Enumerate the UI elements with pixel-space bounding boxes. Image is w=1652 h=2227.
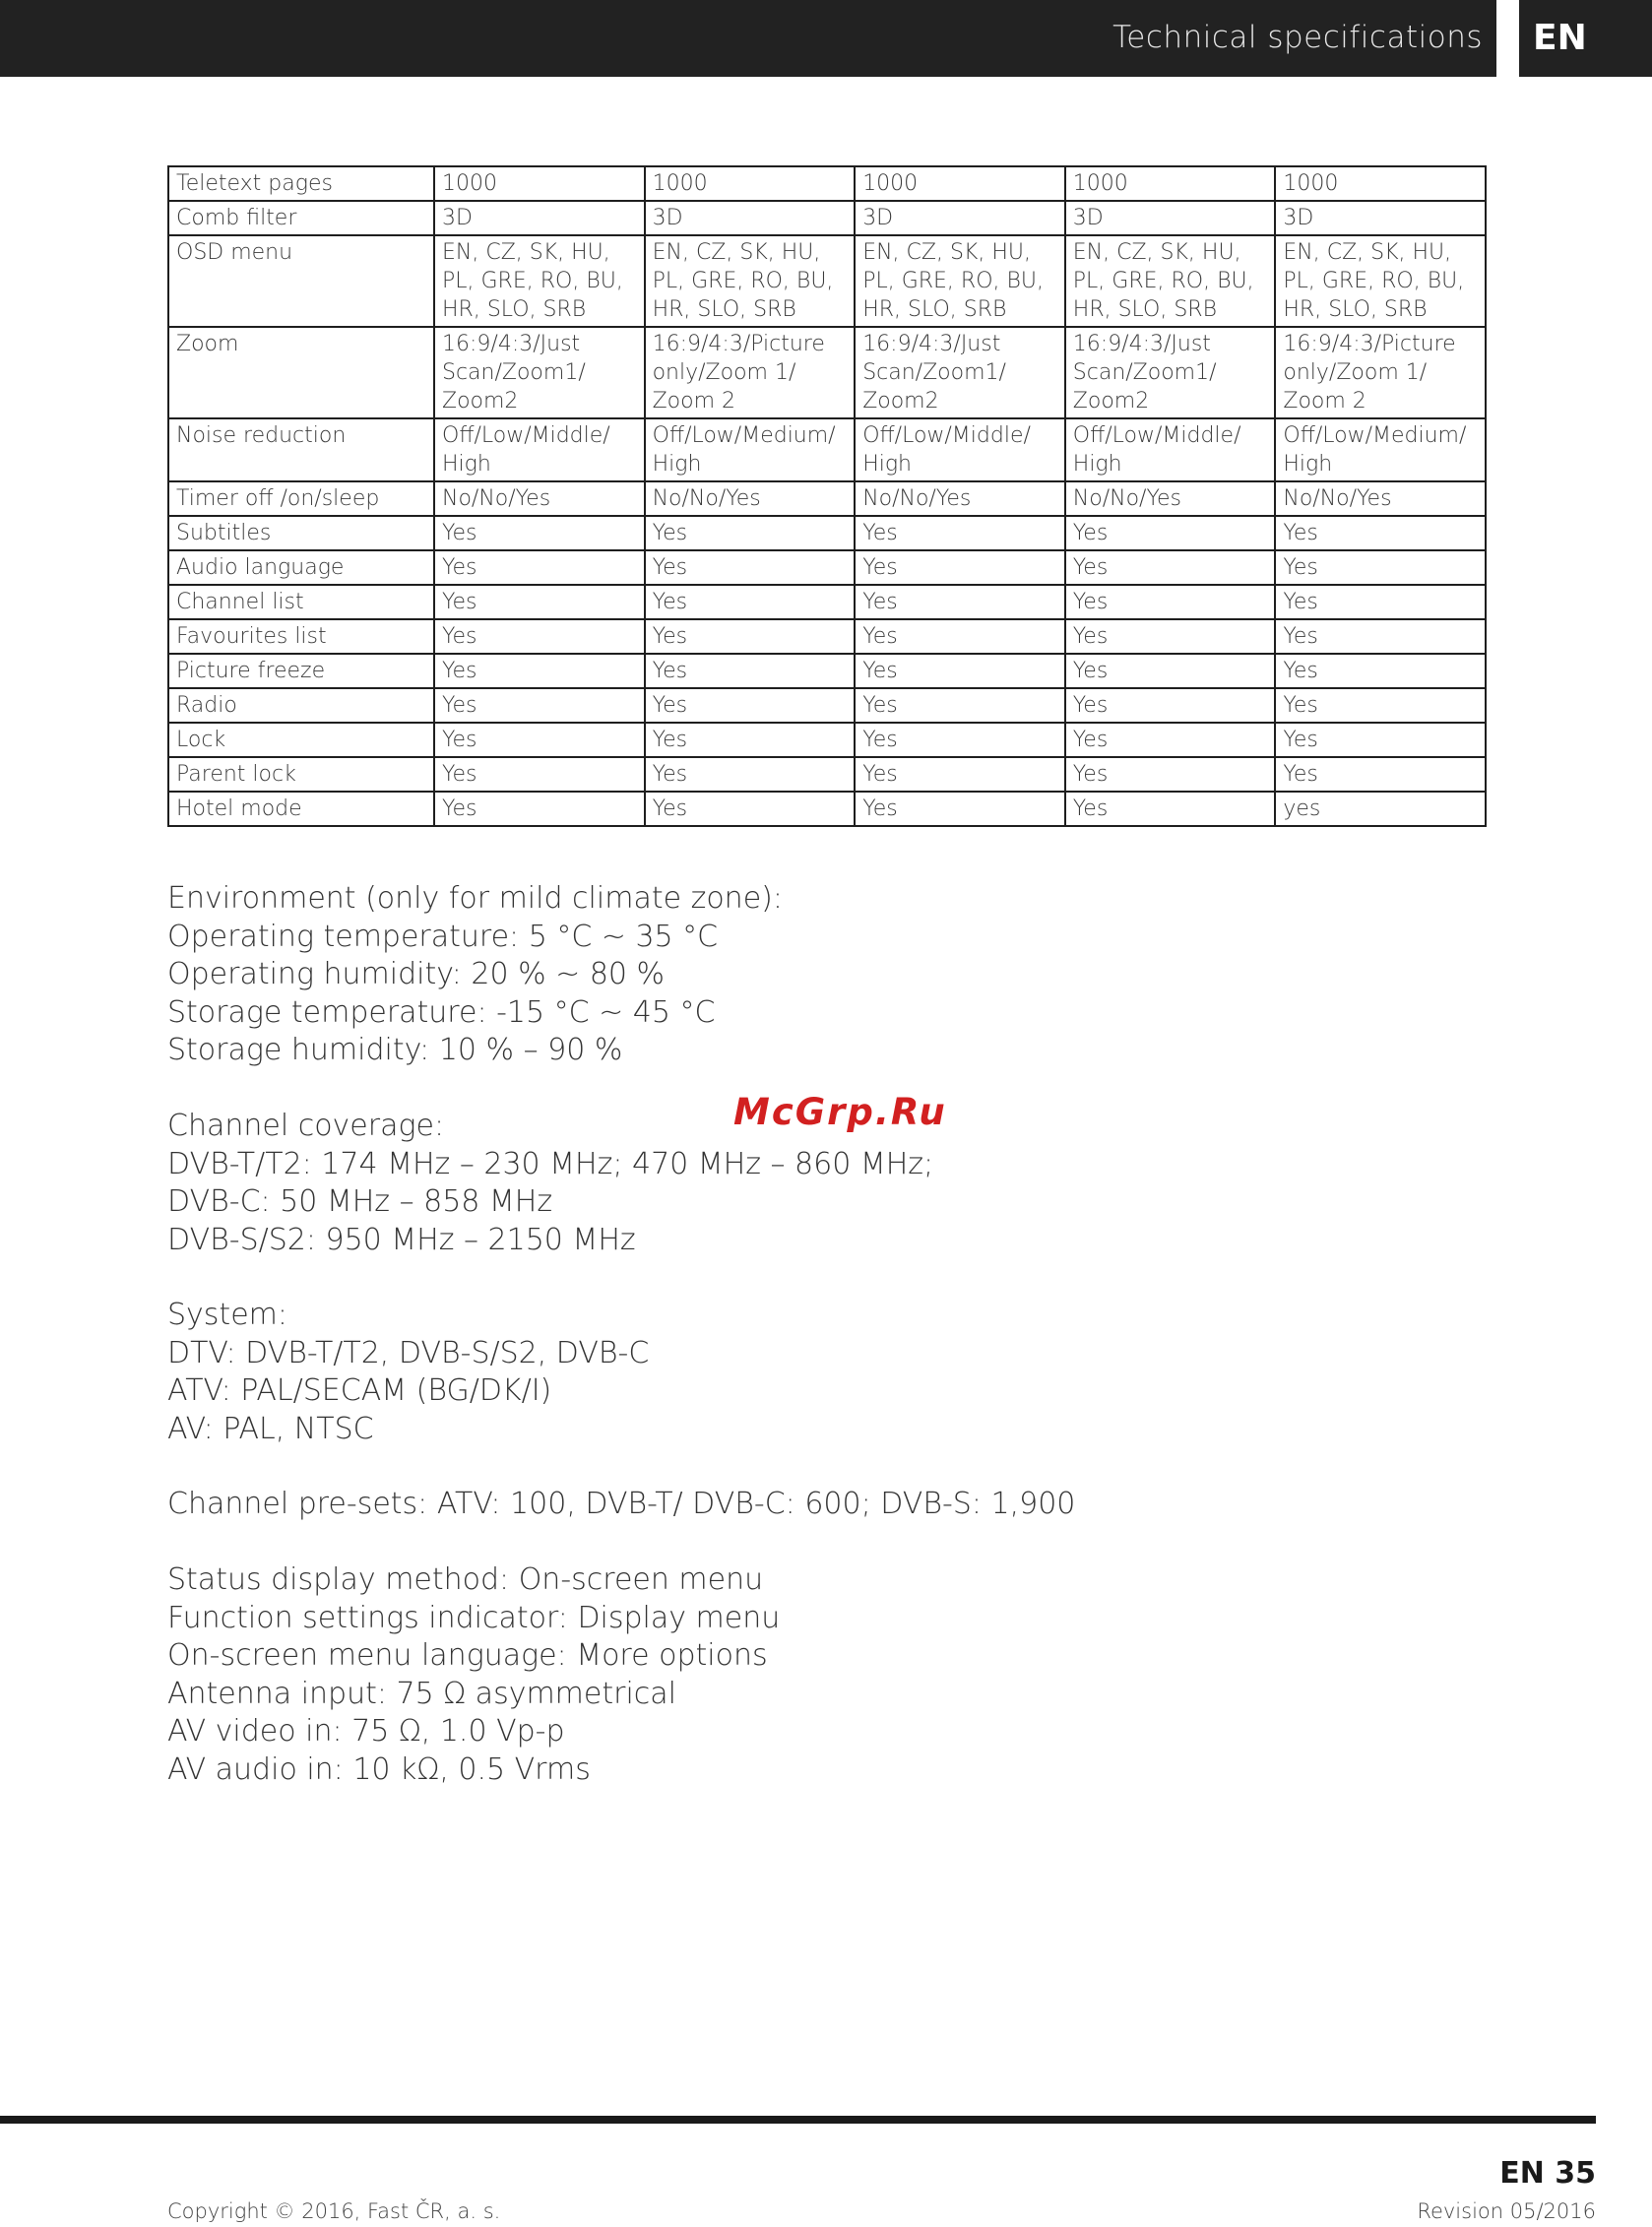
cell-line: High (652, 452, 702, 477)
table-cell (434, 723, 645, 757)
table-cell (855, 166, 1065, 201)
system-dtv: DTV: DVB-T/T2, DVB-S/S2, DVB-C (167, 1335, 650, 1370)
table-cell (645, 654, 856, 688)
cell-line: only/Zoom 1/ (652, 360, 796, 385)
table-cell (855, 550, 1065, 585)
cell-line: HR, SLO, SRB (1072, 297, 1217, 322)
cell-line: PL, GRE, RO, BU, (1072, 269, 1254, 293)
page-number: EN 35 (1499, 2156, 1596, 2191)
cell-line: 1000 (652, 171, 708, 196)
cell-line: Yes (862, 590, 898, 614)
table-cell (434, 654, 645, 688)
table-cell (645, 166, 856, 201)
misc-section (167, 1561, 780, 1789)
cell-line: 1000 (1283, 171, 1339, 196)
row-label: Hotel mode (168, 792, 434, 826)
cell-line: Yes (1072, 624, 1109, 649)
cell-line: EN, CZ, SK, HU, (1283, 240, 1452, 265)
cell-line: 1000 (1072, 171, 1128, 196)
table-row (168, 327, 1486, 418)
row-label: Subtitles (168, 516, 434, 550)
table-row (168, 723, 1486, 757)
cell-line: EN, CZ, SK, HU, (862, 240, 1031, 265)
table-cell (645, 235, 856, 327)
cell-line: 16:9/4:3/Just (1072, 332, 1211, 356)
cell-line: Yes (442, 659, 477, 683)
function-indicator: Function settings indicator: Display menu (167, 1600, 781, 1635)
table-cell (855, 585, 1065, 619)
cell-line: only/Zoom 1/ (1283, 360, 1428, 385)
cell-line: Yes (652, 624, 688, 649)
table-cell (434, 585, 645, 619)
cell-line: Yes (652, 728, 688, 752)
table-cell (855, 792, 1065, 826)
cell-line: HR, SLO, SRB (442, 297, 587, 322)
cell-line: Yes (442, 762, 477, 787)
revision: Revision 05/2016 (1417, 2199, 1596, 2223)
language-badge (1519, 0, 1652, 77)
cell-line: Yes (862, 728, 898, 752)
operating-humidity: Operating humidity: 20 % ~ 80 % (167, 957, 666, 991)
cell-line: High (1283, 452, 1333, 477)
cell-line: 1000 (862, 171, 919, 196)
row-label: Channel list (168, 585, 434, 619)
cell-line: 3D (1283, 206, 1314, 230)
table-cell (645, 418, 856, 481)
cell-line: Zoom2 (862, 389, 939, 414)
cell-line: Yes (1283, 762, 1318, 787)
cell-line: Yes (862, 659, 898, 683)
cell-line: No/No/Yes (442, 486, 551, 511)
coverage-dvb-t: DVB-T/T2: 174 MHz – 230 MHz; 470 MHz – 860 MHz; (167, 1146, 934, 1181)
table-row (168, 550, 1486, 585)
table-cell (1065, 201, 1276, 235)
table-cell (1275, 516, 1486, 550)
cell-line: Yes (652, 762, 688, 787)
cell-line: Yes (1072, 555, 1109, 580)
cell-line: Off/Low/Middle/ (442, 423, 610, 448)
cell-line: Yes (862, 796, 898, 821)
environment-section (167, 880, 783, 1070)
cell-line: 16:9/4:3/Picture (652, 332, 825, 356)
cell-line: Yes (652, 693, 688, 718)
cell-line: No/No/Yes (862, 486, 972, 511)
cell-line: EN, CZ, SK, HU, (652, 240, 821, 265)
row-label: Timer off /on/sleep (168, 481, 434, 516)
cell-line: Yes (652, 521, 688, 545)
table-cell (645, 619, 856, 654)
cell-line: Zoom2 (442, 389, 519, 414)
cell-line: yes (1283, 796, 1321, 821)
system-section (167, 1297, 649, 1448)
table-row (168, 792, 1486, 826)
cell-line: Zoom 2 (652, 389, 736, 414)
cell-line: 3D (862, 206, 894, 230)
table-cell (434, 235, 645, 327)
row-label: Comb filter (168, 201, 434, 235)
table-cell (855, 327, 1065, 418)
table-cell (434, 792, 645, 826)
cell-line: Yes (862, 521, 898, 545)
table-cell (645, 585, 856, 619)
cell-line: 16:9/4:3/Just (862, 332, 1001, 356)
antenna-input: Antenna input: 75 Ω asymmetrical (167, 1676, 677, 1711)
table-cell (1275, 550, 1486, 585)
system-av: AV: PAL, NTSC (167, 1411, 374, 1446)
coverage-dvb-c: DVB-C: 50 MHz – 858 MHz (167, 1184, 553, 1219)
cell-line: HR, SLO, SRB (862, 297, 1007, 322)
table-cell (645, 792, 856, 826)
table-cell (1275, 201, 1486, 235)
table-cell (434, 688, 645, 723)
presets-section (167, 1486, 1075, 1524)
table-cell (855, 723, 1065, 757)
row-label: Zoom (168, 327, 434, 418)
cell-line: Scan/Zoom1/ (1072, 360, 1217, 385)
table-cell (1275, 585, 1486, 619)
cell-line: Yes (1072, 728, 1109, 752)
row-label: Teletext pages (168, 166, 434, 201)
table-row (168, 418, 1486, 481)
cell-line: Yes (442, 728, 477, 752)
footer-rule (0, 2116, 1596, 2124)
table-row (168, 481, 1486, 516)
cell-line: HR, SLO, SRB (652, 297, 796, 322)
table-cell (645, 327, 856, 418)
table-cell (434, 201, 645, 235)
cell-line: Yes (1283, 624, 1318, 649)
cell-line: PL, GRE, RO, BU, (442, 269, 623, 293)
cell-line: Zoom 2 (1283, 389, 1366, 414)
cell-line: Yes (442, 796, 477, 821)
coverage-heading: Channel coverage: (167, 1109, 445, 1143)
table-cell (855, 201, 1065, 235)
cell-line: Yes (652, 796, 688, 821)
table-cell (1275, 757, 1486, 792)
cell-line: Off/Low/Middle/ (1072, 423, 1241, 448)
table-cell (1065, 550, 1276, 585)
osd-language: On-screen menu language: More options (167, 1638, 768, 1673)
page-title: Technical specifications (1112, 20, 1483, 55)
table-row (168, 201, 1486, 235)
storage-humidity: Storage humidity: 10 % – 90 % (167, 1033, 623, 1067)
av-audio-in: AV audio in: 10 kΩ, 0.5 Vrms (167, 1751, 591, 1787)
table-cell (1275, 418, 1486, 481)
table-cell (855, 235, 1065, 327)
copyright: Copyright © 2016, Fast ČR, a. s. (167, 2199, 501, 2223)
cell-line: HR, SLO, SRB (1283, 297, 1428, 322)
cell-line: Yes (1283, 590, 1318, 614)
cell-line: EN, CZ, SK, HU, (442, 240, 610, 265)
table-row (168, 585, 1486, 619)
cell-line: No/No/Yes (1283, 486, 1392, 511)
cell-line: Yes (1283, 659, 1318, 683)
cell-line: High (442, 452, 491, 477)
table-cell (1065, 327, 1276, 418)
cell-line: Yes (652, 590, 688, 614)
cell-line: High (1072, 452, 1122, 477)
table-cell (1065, 757, 1276, 792)
table-cell (1065, 166, 1276, 201)
cell-line: Yes (442, 624, 477, 649)
row-label: Favourites list (168, 619, 434, 654)
cell-line: Yes (1283, 728, 1318, 752)
cell-line: Off/Low/Middle/ (862, 423, 1031, 448)
table-cell (1065, 723, 1276, 757)
status-display: Status display method: On-screen menu (167, 1562, 764, 1597)
table-cell (1065, 481, 1276, 516)
table-cell (645, 688, 856, 723)
table-cell (1275, 481, 1486, 516)
table-row (168, 688, 1486, 723)
cell-line: High (862, 452, 912, 477)
cell-line: Yes (1072, 762, 1109, 787)
av-video-in: AV video in: 75 Ω, 1.0 Vp-p (167, 1714, 565, 1749)
channel-presets: Channel pre-sets: ATV: 100, DVB-T/ DVB-C: 600; DVB-S: 1,900 (167, 1487, 1076, 1521)
table-cell (434, 481, 645, 516)
cell-line: PL, GRE, RO, BU, (862, 269, 1045, 293)
cell-line: Yes (442, 590, 477, 614)
cell-line: 16:9/4:3/Picture (1283, 332, 1456, 356)
table-cell (1065, 516, 1276, 550)
table-cell (645, 201, 856, 235)
table-cell (645, 516, 856, 550)
row-label: Radio (168, 688, 434, 723)
row-label: Lock (168, 723, 434, 757)
row-label: OSD menu (168, 235, 434, 327)
table-cell (1065, 688, 1276, 723)
cell-line: Yes (1283, 521, 1318, 545)
table-cell (855, 688, 1065, 723)
table-cell (645, 757, 856, 792)
table-cell (1065, 619, 1276, 654)
table-cell (1275, 327, 1486, 418)
table-cell (1275, 166, 1486, 201)
table-cell (855, 418, 1065, 481)
table-cell (434, 516, 645, 550)
table-cell (434, 166, 645, 201)
row-label: Audio language (168, 550, 434, 585)
table-cell (434, 327, 645, 418)
table-cell (1275, 688, 1486, 723)
cell-line: Yes (1283, 555, 1318, 580)
language-label: EN (1533, 18, 1587, 58)
table-cell (1275, 619, 1486, 654)
row-label: Parent lock (168, 757, 434, 792)
cell-line: Yes (862, 693, 898, 718)
cell-line: Yes (652, 659, 688, 683)
cell-line: Scan/Zoom1/ (862, 360, 1006, 385)
system-atv: ATV: PAL/SECAM (BG/DK/I) (167, 1373, 552, 1408)
header-bar (0, 0, 1496, 77)
table-cell (1065, 792, 1276, 826)
cell-line: Yes (1072, 659, 1109, 683)
table-cell (855, 654, 1065, 688)
table-cell (1065, 585, 1276, 619)
table-cell (855, 757, 1065, 792)
cell-line: Yes (1072, 590, 1109, 614)
spec-table-body (168, 166, 1486, 826)
table-row (168, 235, 1486, 327)
cell-line: Yes (862, 555, 898, 580)
cell-line: 3D (1072, 206, 1104, 230)
table-row (168, 166, 1486, 201)
cell-line: Yes (1072, 521, 1109, 545)
cell-line: PL, GRE, RO, BU, (652, 269, 834, 293)
cell-line: Off/Low/Medium/ (1283, 423, 1467, 448)
cell-line: Off/Low/Medium/ (652, 423, 836, 448)
table-cell (855, 516, 1065, 550)
table-cell (645, 481, 856, 516)
operating-temperature: Operating temperature: 5 °C ~ 35 °C (167, 919, 719, 954)
table-cell (434, 550, 645, 585)
cell-line: 3D (442, 206, 473, 230)
cell-line: EN, CZ, SK, HU, (1072, 240, 1241, 265)
table-cell (434, 757, 645, 792)
cell-line: Yes (442, 521, 477, 545)
table-cell (1275, 723, 1486, 757)
cell-line: Yes (862, 624, 898, 649)
spec-table (167, 165, 1487, 827)
table-cell (434, 418, 645, 481)
table-cell (645, 550, 856, 585)
environment-heading: Environment (only for mild climate zone): (167, 881, 783, 916)
table-cell (434, 619, 645, 654)
table-row (168, 619, 1486, 654)
table-cell (1275, 654, 1486, 688)
cell-line: Yes (1283, 693, 1318, 718)
table-cell (1065, 235, 1276, 327)
table-cell (1275, 235, 1486, 327)
cell-line: 1000 (442, 171, 497, 196)
table-cell (1275, 792, 1486, 826)
cell-line: Yes (652, 555, 688, 580)
table-cell (1065, 418, 1276, 481)
cell-line: 3D (652, 206, 683, 230)
table-cell (1065, 654, 1276, 688)
table-cell (855, 619, 1065, 654)
row-label: Noise reduction (168, 418, 434, 481)
cell-line: Yes (442, 693, 477, 718)
cell-line: Scan/Zoom1/ (442, 360, 586, 385)
table-row (168, 516, 1486, 550)
cell-line: Yes (1072, 693, 1109, 718)
table-cell (855, 481, 1065, 516)
watermark: McGrp.Ru (733, 1091, 947, 1133)
cell-line: 16:9/4:3/Just (442, 332, 581, 356)
system-heading: System: (167, 1298, 287, 1332)
cell-line: Zoom2 (1072, 389, 1150, 414)
table-row (168, 654, 1486, 688)
coverage-dvb-s: DVB-S/S2: 950 MHz – 2150 MHz (167, 1222, 636, 1257)
cell-line: No/No/Yes (652, 486, 761, 511)
table-cell (645, 723, 856, 757)
cell-line: Yes (862, 762, 898, 787)
cell-line: No/No/Yes (1072, 486, 1181, 511)
storage-temperature: Storage temperature: -15 °C ~ 45 °C (167, 994, 716, 1030)
cell-line: PL, GRE, RO, BU, (1283, 269, 1465, 293)
cell-line: Yes (442, 555, 477, 580)
cell-line: Yes (1072, 796, 1109, 821)
row-label: Picture freeze (168, 654, 434, 688)
table-row (168, 757, 1486, 792)
